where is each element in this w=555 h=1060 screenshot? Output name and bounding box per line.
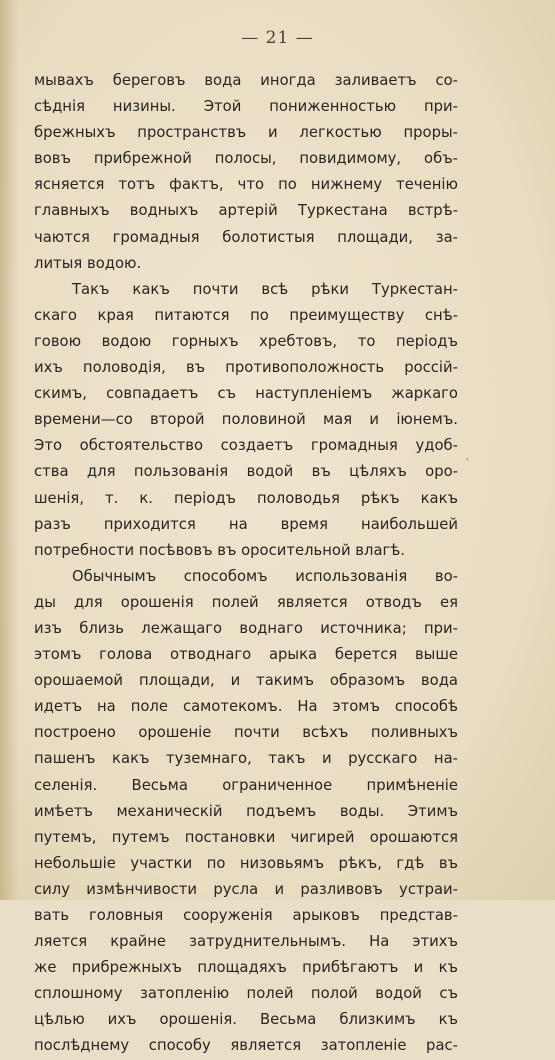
text-line: пашенъ какъ туземнаго, такъ и русскаго на-	[34, 750, 458, 768]
text-line: небольшіе участки по низовьямъ рѣкъ, гдѣ въ	[34, 854, 458, 872]
text-line: ихъ половодія, въ противоположность россій-	[34, 359, 458, 377]
text-line: же прибрежныхъ площадяхъ прибѣгаютъ и къ	[34, 959, 458, 977]
text-line: ляется крайне затруднительнымъ. На этихъ	[34, 933, 458, 951]
text-line: потребности посѣвовъ въ оросительной влагѣ.	[34, 541, 405, 559]
text-line: литыя водою.	[34, 254, 142, 272]
text-line: имѣетъ механическій подъемъ воды. Этимъ	[34, 802, 458, 820]
text-line: путемъ, путемъ постановки чигирей орошаются	[34, 828, 458, 846]
text-line: Такъ какъ почти всѣ рѣки Туркестан-	[72, 280, 458, 298]
text-line: ства для пользованія водой въ цѣляхъ оро-	[34, 463, 458, 481]
text-line: скимъ, совпадаетъ съ наступленіемъ жаркаго	[34, 385, 458, 403]
text-line: сплошному затопленію полей полой водой съ	[34, 985, 458, 1003]
text-line: селенія. Весьма ограниченное примѣненіе	[34, 776, 458, 794]
text-line: говою водою горныхъ хребтовъ, то періодъ	[34, 332, 458, 350]
text-line: ясняется тотъ фактъ, что по нижнему теченію	[34, 176, 458, 194]
text-line: вать головныя сооруженія арыковъ представ-	[34, 907, 458, 924]
text-line: ды для орошенія полей является отводъ ея	[34, 593, 458, 611]
body-text	[34, 68, 458, 1060]
text-line: Обычнымъ способомъ использованія во-	[72, 567, 458, 585]
text-line: брежныхъ пространствъ и легкостью проры-	[34, 124, 458, 142]
text-line: изъ близь лежащаго воднаго источника; при-	[34, 619, 458, 637]
text-line: чаются громадныя болотистыя площади, за-	[34, 228, 458, 246]
text-line: скаго края питаются по преимуществу снѣ-	[34, 306, 458, 324]
text-line: мывахъ береговъ вода иногда заливаетъ со-	[34, 72, 458, 89]
text-line: вовъ прибрежной полосы, повидимому, объ-	[34, 150, 458, 168]
text-line: цѣлью ихъ орошенія. Весьма близкимъ къ	[34, 1011, 458, 1029]
text-line: Это обстоятельство создаетъ громадныя удоб-	[34, 437, 458, 455]
text-line: орошаемой площади, и такимъ образомъ вода	[34, 672, 458, 690]
page-number: — 21 —	[241, 28, 314, 48]
text-line: шенія, т. к. періодъ половодья рѣкъ какъ	[34, 489, 458, 507]
text-line: послѣднему способу является затопленіе рас-	[34, 1037, 458, 1055]
margin-ink-mark: ˈ	[466, 458, 469, 469]
text-line: построено орошеніе почти всѣхъ поливныхъ	[34, 724, 458, 742]
text-line: этомъ голова отводнаго арыка берется выше	[34, 646, 458, 664]
text-line: разъ приходится на время наибольшей	[34, 515, 458, 533]
page-spine-shadow	[0, 0, 18, 900]
text-line: главныхъ водныхъ артерій Туркестана встрѣ-	[34, 202, 458, 220]
text-line: идетъ на поле самотекомъ. На этомъ способѣ	[34, 698, 458, 716]
text-line: времени—со второй половиной мая и іюнемъ.	[34, 411, 458, 429]
text-line: силу измѣнчивости русла и разливовъ устраи-	[34, 880, 458, 898]
text-line: сѣднія низины. Этой пониженностью при-	[34, 98, 458, 116]
